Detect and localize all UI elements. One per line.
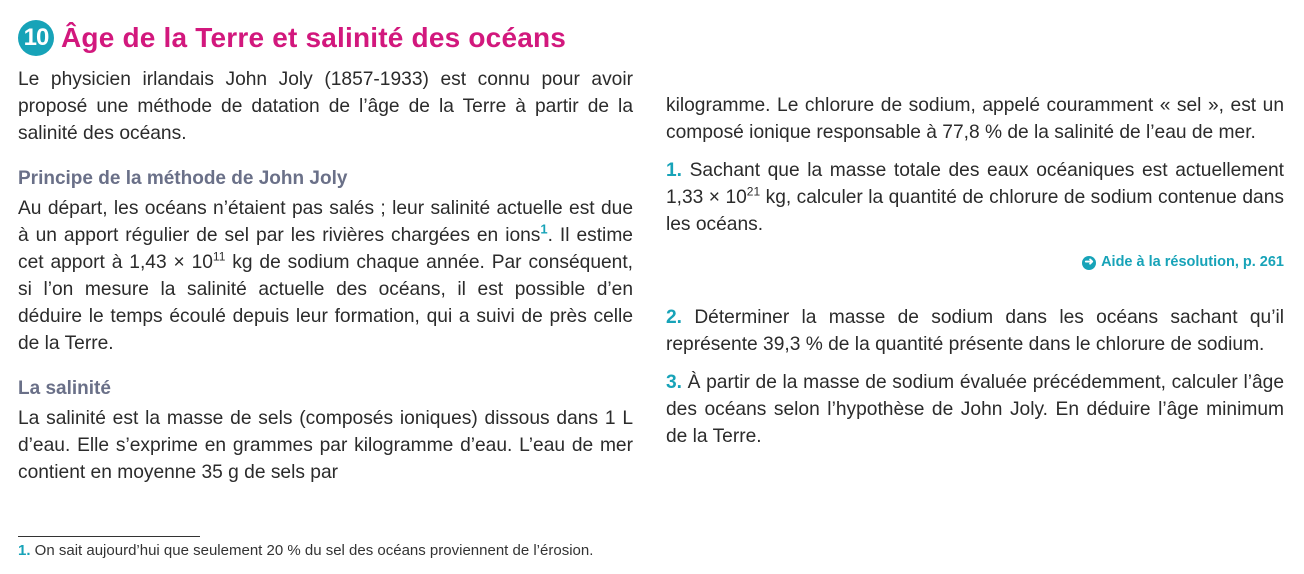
question-1-text-b: kg, calculer la quantité de chlorure de sodium contenue dans les océans. <box>666 187 1284 235</box>
question-2-text: Déterminer la masse de sodium dans les océans sachant qu’il représente 39,3 % de la quantité présente dans le chlorure de sodium. <box>666 307 1284 355</box>
help-link[interactable] <box>666 249 1284 276</box>
principle-text-a: Au départ, les océans n’étaient pas salés ; leur salinité actuelle est due à un apport régulier de sel par les rivières chargées en ions <box>18 198 633 246</box>
exponent-11: 11 <box>212 249 226 264</box>
principle-paragraph <box>18 195 633 357</box>
salinity-paragraph: La salinité est la masse de sels (composés ioniques) dissous dans 1 L d’eau. Elle s’exprime en grammes par kilogramme d’eau. L’eau de mer contient en moyenne 35 g de sels par <box>18 408 633 483</box>
footnote-number: 1. <box>18 542 31 559</box>
exercise-header <box>18 18 566 58</box>
footnote <box>18 542 593 559</box>
continuation-paragraph: kilogramme. Le chlorure de sodium, appelé couramment « sel », est un composé ionique responsable à 77,8 % de la salinité de l’eau de mer. <box>666 95 1284 143</box>
section-title-salinity: La salinité <box>18 378 111 399</box>
arrow-right-icon: ➜ <box>1082 256 1096 270</box>
question-3-number: 3. <box>666 372 683 393</box>
principle-text-c: kg de sodium chaque année. Par conséquent, si l’on mesure la salinité actuelle des océans, il est possible d’en déduire le temps écoulé depuis leur formation, qui a suivi de près celle de la Terre. <box>18 252 633 354</box>
question-1-text-a: Sachant que la masse totale des eaux océaniques est actuellement 1,33 × 10 <box>666 160 1284 208</box>
section-title-principle: Principe de la méthode de John Joly <box>18 168 348 189</box>
right-column <box>666 92 1284 461</box>
footnote-divider <box>18 536 200 537</box>
exercise-title: Âge de la Terre et salinité des océans <box>61 22 567 53</box>
left-column <box>18 66 633 497</box>
footnote-reference[interactable]: 1 <box>540 221 548 237</box>
exercise-number-badge: 10 <box>18 20 54 56</box>
principle-text-b: . Il estime cet apport à 1,43 × 10 <box>18 225 633 273</box>
question-1-number: 1. <box>666 160 683 181</box>
footnote-text: On sait aujourd’hui que seulement 20 % du sel des océans proviennent de l’érosion. <box>30 542 594 559</box>
intro-paragraph: Le physicien irlandais John Joly (1857-1933) est connu pour avoir proposé une méthode de datation de l’âge de la Terre à partir de la salinité des océans. <box>18 69 633 144</box>
question-2 <box>666 304 1284 358</box>
question-2-number: 2. <box>666 307 683 328</box>
question-1 <box>666 157 1284 238</box>
question-3-text: À partir de la masse de sodium évaluée précédemment, calculer l’âge des océans selon l’hypothèse de John Joly. En déduire l’âge minimum de la Terre. <box>666 372 1284 447</box>
question-3 <box>666 369 1284 450</box>
exponent-21: 21 <box>746 184 761 199</box>
help-link-label: Aide à la résolution, p. 261 <box>1101 254 1284 270</box>
